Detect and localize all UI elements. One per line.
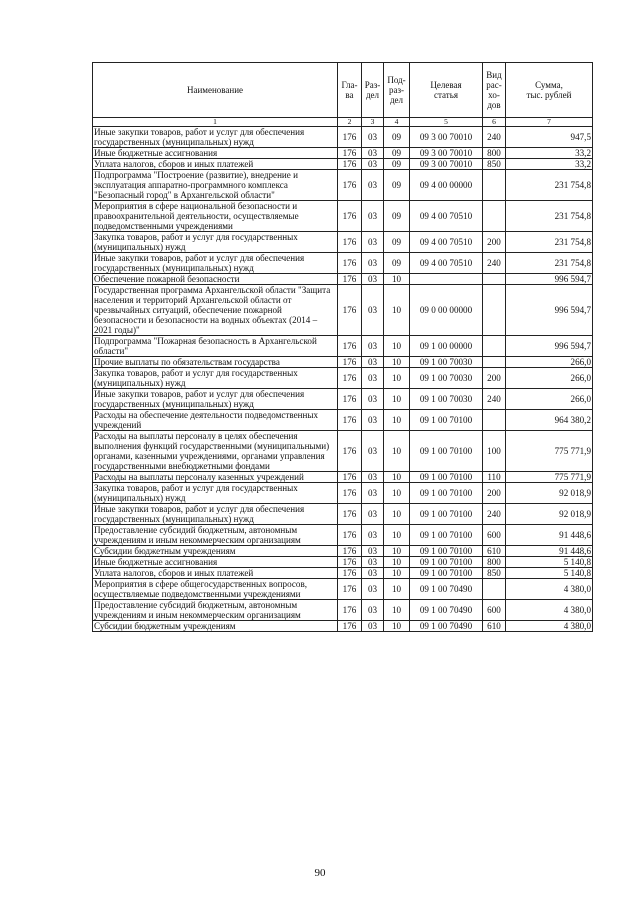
header-razdel bbox=[362, 63, 384, 118]
cell-razdel: 03 bbox=[362, 600, 384, 621]
table-row bbox=[93, 253, 593, 274]
cell-name: Иные закупки товаров, работ и услуг для обеспечения государственных (муниципальных) нужд bbox=[93, 389, 338, 410]
cell-podrazdel: 09 bbox=[384, 159, 410, 170]
cell-glava: 176 bbox=[338, 170, 362, 201]
table-row bbox=[93, 504, 593, 525]
cell-target: 09 3 00 70010 bbox=[410, 148, 483, 159]
cell-name: Уплата налогов, сборов и иных платежей bbox=[93, 568, 338, 579]
cell-vid: 240 bbox=[483, 127, 506, 148]
table-row bbox=[93, 285, 593, 336]
cell-podrazdel: 10 bbox=[384, 557, 410, 568]
cell-name: Иные бюджетные ассигнования bbox=[93, 557, 338, 568]
cell-glava: 176 bbox=[338, 410, 362, 431]
table-row bbox=[93, 170, 593, 201]
column-number: 1 bbox=[93, 118, 338, 127]
table-body bbox=[93, 127, 593, 632]
cell-podrazdel: 10 bbox=[384, 410, 410, 431]
cell-name: Расходы на обеспечение деятельности подведомственных учреждений bbox=[93, 410, 338, 431]
cell-target: 09 3 00 70010 bbox=[410, 127, 483, 148]
cell-target: 09 0 00 00000 bbox=[410, 285, 483, 336]
column-number-row bbox=[93, 118, 593, 127]
cell-glava: 176 bbox=[338, 336, 362, 357]
cell-vid: 240 bbox=[483, 504, 506, 525]
cell-razdel: 03 bbox=[362, 557, 384, 568]
table-row bbox=[93, 579, 593, 600]
cell-podrazdel: 10 bbox=[384, 389, 410, 410]
cell-sum: 266,0 bbox=[506, 389, 593, 410]
cell-target: 09 1 00 70100 bbox=[410, 431, 483, 472]
cell-podrazdel: 09 bbox=[384, 127, 410, 148]
cell-target: 09 1 00 70100 bbox=[410, 472, 483, 483]
cell-razdel: 03 bbox=[362, 546, 384, 557]
header-vid-text: Вид рас- хо- дов bbox=[486, 70, 502, 110]
cell-name: Субсидии бюджетным учреждениям bbox=[93, 546, 338, 557]
cell-vid bbox=[483, 357, 506, 368]
cell-vid bbox=[483, 579, 506, 600]
cell-podrazdel: 10 bbox=[384, 357, 410, 368]
cell-sum: 92 018,9 bbox=[506, 504, 593, 525]
cell-vid: 240 bbox=[483, 253, 506, 274]
cell-razdel: 03 bbox=[362, 472, 384, 483]
table-row bbox=[93, 546, 593, 557]
cell-vid bbox=[483, 410, 506, 431]
cell-glava: 176 bbox=[338, 546, 362, 557]
header-razdel-text: Раз- дел bbox=[364, 80, 381, 100]
cell-podrazdel: 10 bbox=[384, 579, 410, 600]
cell-sum: 996 594,7 bbox=[506, 285, 593, 336]
header-podrazdel bbox=[384, 63, 410, 118]
cell-name: Подпрограмма "Пожарная безопасность в Архангельской области" bbox=[93, 336, 338, 357]
cell-vid: 240 bbox=[483, 389, 506, 410]
cell-glava: 176 bbox=[338, 357, 362, 368]
table-row bbox=[93, 368, 593, 389]
cell-podrazdel: 09 bbox=[384, 170, 410, 201]
cell-name: Иные закупки товаров, работ и услуг для обеспечения государственных (муниципальных) нужд bbox=[93, 253, 338, 274]
cell-glava: 176 bbox=[338, 159, 362, 170]
cell-podrazdel: 09 bbox=[384, 201, 410, 232]
cell-name: Расходы на выплаты персоналу в целях обеспечения выполнения функций государственными (муниципальными) органами, казенными учреждениями, органами управления государственными внебюджетными фондами bbox=[93, 431, 338, 472]
cell-glava: 176 bbox=[338, 127, 362, 148]
cell-target: 09 4 00 70510 bbox=[410, 253, 483, 274]
cell-sum: 33,2 bbox=[506, 148, 593, 159]
cell-podrazdel: 09 bbox=[384, 148, 410, 159]
cell-razdel: 03 bbox=[362, 232, 384, 253]
header-glava-text: Гла- ва bbox=[341, 80, 358, 100]
cell-name: Предоставление субсидий бюджетным, автономным учреждениям и иным некоммерческим организациям bbox=[93, 600, 338, 621]
cell-vid: 200 bbox=[483, 368, 506, 389]
cell-name: Закупка товаров, работ и услуг для государственных (муниципальных) нужд bbox=[93, 232, 338, 253]
cell-sum: 5 140,8 bbox=[506, 568, 593, 579]
table-row bbox=[93, 201, 593, 232]
table-row bbox=[93, 568, 593, 579]
cell-razdel: 03 bbox=[362, 336, 384, 357]
cell-podrazdel: 10 bbox=[384, 621, 410, 632]
cell-sum: 266,0 bbox=[506, 368, 593, 389]
cell-sum: 91 448,6 bbox=[506, 525, 593, 546]
cell-glava: 176 bbox=[338, 389, 362, 410]
cell-vid: 600 bbox=[483, 525, 506, 546]
cell-vid: 850 bbox=[483, 568, 506, 579]
cell-razdel: 03 bbox=[362, 410, 384, 431]
cell-glava: 176 bbox=[338, 253, 362, 274]
cell-glava: 176 bbox=[338, 504, 362, 525]
cell-podrazdel: 10 bbox=[384, 483, 410, 504]
table-row bbox=[93, 127, 593, 148]
cell-vid: 100 bbox=[483, 431, 506, 472]
cell-glava: 176 bbox=[338, 368, 362, 389]
cell-sum: 4 380,0 bbox=[506, 600, 593, 621]
cell-glava: 176 bbox=[338, 232, 362, 253]
cell-vid bbox=[483, 274, 506, 285]
column-number: 2 bbox=[338, 118, 362, 127]
cell-sum: 5 140,8 bbox=[506, 557, 593, 568]
cell-sum: 266,0 bbox=[506, 357, 593, 368]
cell-sum: 996 594,7 bbox=[506, 274, 593, 285]
cell-target: 09 1 00 70490 bbox=[410, 621, 483, 632]
cell-podrazdel: 10 bbox=[384, 368, 410, 389]
column-number: 3 bbox=[362, 118, 384, 127]
cell-podrazdel: 10 bbox=[384, 336, 410, 357]
column-number: 7 bbox=[506, 118, 593, 127]
cell-target: 09 1 00 70030 bbox=[410, 357, 483, 368]
cell-sum: 231 754,8 bbox=[506, 170, 593, 201]
table-row bbox=[93, 148, 593, 159]
cell-name: Расходы на выплаты персоналу казенных учреждений bbox=[93, 472, 338, 483]
cell-razdel: 03 bbox=[362, 431, 384, 472]
cell-target: 09 1 00 70030 bbox=[410, 389, 483, 410]
cell-sum: 947,5 bbox=[506, 127, 593, 148]
table-row bbox=[93, 410, 593, 431]
cell-glava: 176 bbox=[338, 568, 362, 579]
cell-target bbox=[410, 274, 483, 285]
cell-glava: 176 bbox=[338, 525, 362, 546]
cell-glava: 176 bbox=[338, 483, 362, 504]
cell-podrazdel: 09 bbox=[384, 232, 410, 253]
cell-glava: 176 bbox=[338, 148, 362, 159]
cell-podrazdel: 10 bbox=[384, 285, 410, 336]
cell-razdel: 03 bbox=[362, 504, 384, 525]
table-row bbox=[93, 274, 593, 285]
cell-vid: 600 bbox=[483, 600, 506, 621]
column-number: 6 bbox=[483, 118, 506, 127]
cell-name: Закупка товаров, работ и услуг для государственных (муниципальных) нужд bbox=[93, 483, 338, 504]
header-vid bbox=[483, 63, 506, 118]
cell-vid: 610 bbox=[483, 621, 506, 632]
cell-sum: 91 448,6 bbox=[506, 546, 593, 557]
header-row bbox=[93, 63, 593, 118]
cell-razdel: 03 bbox=[362, 148, 384, 159]
cell-target: 09 1 00 70030 bbox=[410, 368, 483, 389]
cell-sum: 775 771,9 bbox=[506, 472, 593, 483]
cell-sum: 92 018,9 bbox=[506, 483, 593, 504]
table-row bbox=[93, 557, 593, 568]
cell-podrazdel: 10 bbox=[384, 600, 410, 621]
cell-name: Предоставление субсидий бюджетным, автономным учреждениям и иным некоммерческим организациям bbox=[93, 525, 338, 546]
cell-name: Подпрограмма "Построение (развитие), внедрение и эксплуатация аппаратно-программного комплекса "Безопасный город" в Архангельской области" bbox=[93, 170, 338, 201]
cell-podrazdel: 10 bbox=[384, 274, 410, 285]
cell-razdel: 03 bbox=[362, 389, 384, 410]
cell-name: Субсидии бюджетным учреждениям bbox=[93, 621, 338, 632]
header-sum-text: Сумма, тыс. рублей bbox=[526, 80, 572, 100]
cell-vid: 610 bbox=[483, 546, 506, 557]
cell-glava: 176 bbox=[338, 274, 362, 285]
table-row bbox=[93, 472, 593, 483]
cell-sum: 4 380,0 bbox=[506, 579, 593, 600]
cell-vid: 110 bbox=[483, 472, 506, 483]
cell-target: 09 3 00 70010 bbox=[410, 159, 483, 170]
cell-target: 09 1 00 70100 bbox=[410, 483, 483, 504]
cell-target: 09 4 00 70510 bbox=[410, 201, 483, 232]
table-row bbox=[93, 232, 593, 253]
cell-glava: 176 bbox=[338, 472, 362, 483]
cell-glava: 176 bbox=[338, 621, 362, 632]
column-number: 5 bbox=[410, 118, 483, 127]
cell-vid bbox=[483, 201, 506, 232]
cell-name: Обеспечение пожарной безопасности bbox=[93, 274, 338, 285]
cell-podrazdel: 10 bbox=[384, 546, 410, 557]
cell-podrazdel: 10 bbox=[384, 504, 410, 525]
cell-razdel: 03 bbox=[362, 368, 384, 389]
cell-glava: 176 bbox=[338, 285, 362, 336]
cell-vid: 800 bbox=[483, 557, 506, 568]
header-podrazdel-text: Под- раз- дел bbox=[387, 75, 406, 105]
cell-razdel: 03 bbox=[362, 621, 384, 632]
cell-razdel: 03 bbox=[362, 127, 384, 148]
cell-razdel: 03 bbox=[362, 159, 384, 170]
table-row bbox=[93, 389, 593, 410]
cell-glava: 176 bbox=[338, 431, 362, 472]
cell-vid: 200 bbox=[483, 483, 506, 504]
cell-sum: 231 754,8 bbox=[506, 253, 593, 274]
cell-razdel: 03 bbox=[362, 274, 384, 285]
budget-table bbox=[92, 62, 593, 632]
cell-podrazdel: 10 bbox=[384, 431, 410, 472]
table-row bbox=[93, 357, 593, 368]
cell-razdel: 03 bbox=[362, 170, 384, 201]
cell-glava: 176 bbox=[338, 600, 362, 621]
cell-razdel: 03 bbox=[362, 568, 384, 579]
cell-sum: 996 594,7 bbox=[506, 336, 593, 357]
cell-name: Мероприятия в сфере национальной безопасности и правоохранительной деятельности, осуществляемые подведомственными учреждениями bbox=[93, 201, 338, 232]
cell-razdel: 03 bbox=[362, 253, 384, 274]
table-row bbox=[93, 621, 593, 632]
cell-glava: 176 bbox=[338, 579, 362, 600]
cell-podrazdel: 10 bbox=[384, 568, 410, 579]
cell-razdel: 03 bbox=[362, 483, 384, 504]
cell-vid: 200 bbox=[483, 232, 506, 253]
cell-razdel: 03 bbox=[362, 285, 384, 336]
cell-sum: 231 754,8 bbox=[506, 201, 593, 232]
cell-name: Иные закупки товаров, работ и услуг для обеспечения государственных (муниципальных) нужд bbox=[93, 127, 338, 148]
cell-target: 09 1 00 00000 bbox=[410, 336, 483, 357]
cell-podrazdel: 10 bbox=[384, 525, 410, 546]
table-row bbox=[93, 525, 593, 546]
cell-razdel: 03 bbox=[362, 357, 384, 368]
cell-sum: 4 380,0 bbox=[506, 621, 593, 632]
header-name: Наименование bbox=[93, 63, 338, 118]
cell-sum: 33,2 bbox=[506, 159, 593, 170]
cell-name: Мероприятия в сфере общегосударственных вопросов, осуществляемые подведомственными учреждениями bbox=[93, 579, 338, 600]
cell-vid bbox=[483, 336, 506, 357]
cell-podrazdel: 10 bbox=[384, 472, 410, 483]
cell-name: Прочие выплаты по обязательствам государства bbox=[93, 357, 338, 368]
cell-vid: 800 bbox=[483, 148, 506, 159]
cell-target: 09 1 00 70100 bbox=[410, 546, 483, 557]
table-row bbox=[93, 483, 593, 504]
cell-razdel: 03 bbox=[362, 579, 384, 600]
cell-razdel: 03 bbox=[362, 525, 384, 546]
cell-target: 09 1 00 70100 bbox=[410, 410, 483, 431]
cell-glava: 176 bbox=[338, 201, 362, 232]
header-glava bbox=[338, 63, 362, 118]
page-number: 90 bbox=[314, 867, 326, 879]
header-sum bbox=[506, 63, 593, 118]
cell-sum: 964 380,2 bbox=[506, 410, 593, 431]
column-number: 4 bbox=[384, 118, 410, 127]
table-row bbox=[93, 600, 593, 621]
header-target bbox=[410, 63, 483, 118]
cell-name: Государственная программа Архангельской области "Защита населения и территорий Архангельской области от чрезвычайных ситуаций, обеспечение пожарной безопасности и безопасности на водных объектах (2014 – 2021 годы)" bbox=[93, 285, 338, 336]
cell-glava: 176 bbox=[338, 557, 362, 568]
cell-target: 09 1 00 70100 bbox=[410, 504, 483, 525]
cell-sum: 775 771,9 bbox=[506, 431, 593, 472]
cell-name: Закупка товаров, работ и услуг для государственных (муниципальных) нужд bbox=[93, 368, 338, 389]
cell-target: 09 4 00 00000 bbox=[410, 170, 483, 201]
header-target-text: Целевая статья bbox=[430, 80, 462, 100]
table-row bbox=[93, 336, 593, 357]
cell-vid: 850 bbox=[483, 159, 506, 170]
cell-vid bbox=[483, 170, 506, 201]
cell-target: 09 1 00 70100 bbox=[410, 568, 483, 579]
cell-target: 09 1 00 70100 bbox=[410, 557, 483, 568]
cell-target: 09 4 00 70510 bbox=[410, 232, 483, 253]
cell-target: 09 1 00 70490 bbox=[410, 600, 483, 621]
cell-name: Уплата налогов, сборов и иных платежей bbox=[93, 159, 338, 170]
table-row bbox=[93, 431, 593, 472]
cell-target: 09 1 00 70100 bbox=[410, 525, 483, 546]
cell-razdel: 03 bbox=[362, 201, 384, 232]
cell-podrazdel: 09 bbox=[384, 253, 410, 274]
cell-target: 09 1 00 70490 bbox=[410, 579, 483, 600]
cell-name: Иные бюджетные ассигнования bbox=[93, 148, 338, 159]
cell-name: Иные закупки товаров, работ и услуг для обеспечения государственных (муниципальных) нужд bbox=[93, 504, 338, 525]
cell-vid bbox=[483, 285, 506, 336]
table-row bbox=[93, 159, 593, 170]
cell-sum: 231 754,8 bbox=[506, 232, 593, 253]
